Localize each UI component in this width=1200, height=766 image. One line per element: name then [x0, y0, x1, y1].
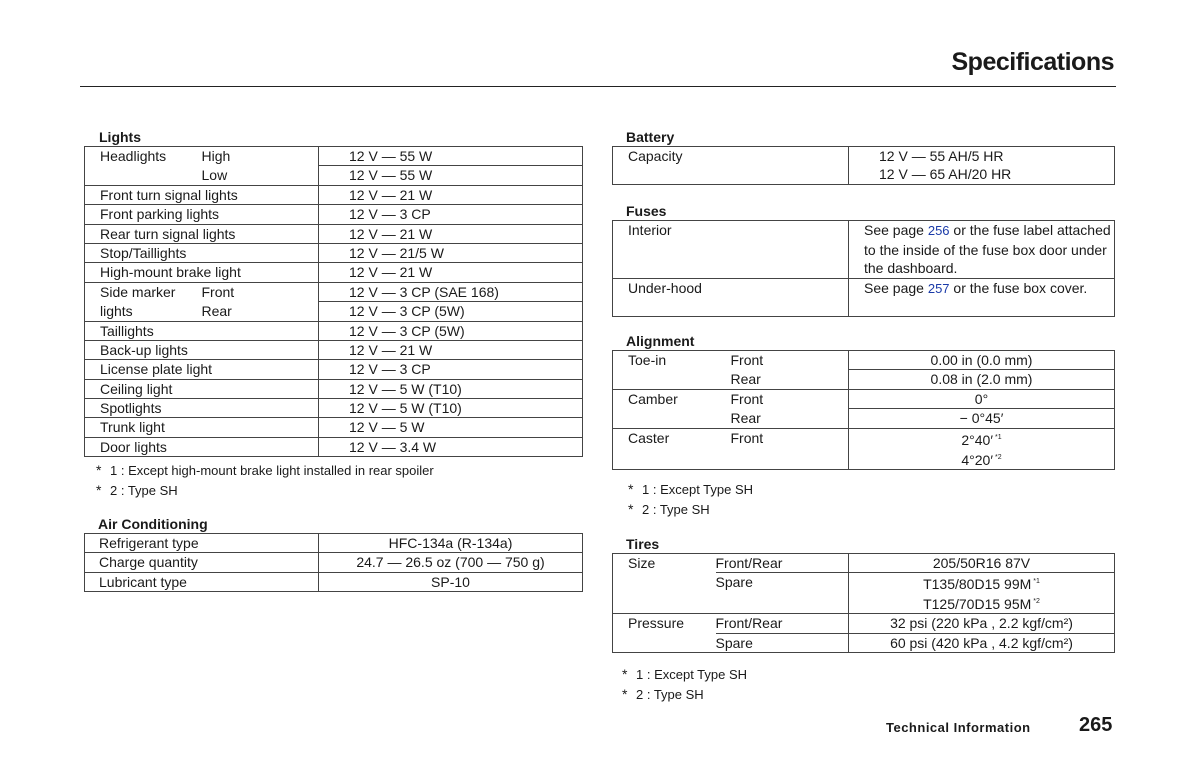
light-spec: 12 V — 5 W [319, 418, 583, 437]
footnote-marker: *2 [1033, 598, 1040, 606]
alignment-value-text: 4°20′ [961, 451, 993, 468]
battery-section [612, 128, 1115, 185]
light-position: Rear [202, 302, 319, 321]
light-spec: 12 V — 3 CP (SAE 168) [319, 282, 583, 301]
light-spec: 12 V — 55 W [319, 147, 583, 166]
tire-position: Front/Rear [716, 614, 849, 633]
tires-row [613, 614, 1115, 633]
light-position: Low [202, 166, 319, 185]
air-conditioning-row [85, 553, 583, 572]
alignment-position: Rear [731, 409, 849, 428]
battery-value-1: 12 V — 55 AH/5 HR [879, 148, 1004, 164]
tires-title: Tires [626, 536, 660, 552]
fuses-underhood-row [613, 278, 1115, 316]
alignment-value-text: 0.00 in (0.0 mm) [930, 352, 1033, 368]
light-name [85, 166, 202, 185]
tire-value-text: T135/80D15 99M [923, 576, 1032, 593]
alignment-note-2: * 2 : Type SH [628, 500, 710, 517]
alignment-row [613, 409, 1115, 428]
light-name [85, 147, 202, 166]
tire-value-text: 205/50R16 87V [932, 555, 1031, 571]
tires-row [613, 573, 1115, 594]
light-name [85, 302, 202, 321]
fuses-table [612, 220, 1115, 317]
light-spec: 12 V — 21 W [319, 263, 583, 282]
light-name: Front turn signal lights [85, 185, 319, 204]
light-spec: 12 V — 3 CP [319, 205, 583, 224]
tires-table [612, 553, 1115, 653]
alignment-position: Front [730, 390, 764, 407]
battery-value-2: 12 V — 65 AH/20 HR [879, 166, 1012, 182]
lights-row [85, 302, 583, 321]
tire-position: Spare [715, 574, 753, 591]
light-spec: 12 V — 21 W [319, 185, 583, 204]
lights-row [85, 321, 583, 340]
footnote-marker: *1 [1033, 578, 1040, 586]
lights-row [85, 166, 583, 185]
light-name-text: Side marker [100, 283, 176, 300]
light-spec: 12 V — 21/5 W [319, 243, 583, 262]
light-name: Taillights [85, 321, 319, 340]
light-name: License plate light [85, 360, 319, 379]
tires-row [613, 593, 1115, 614]
tires-note-1: * 1 : Except Type SH [622, 666, 748, 682]
fuses-interior-value: See page 256 or the fuse label attached to the inside of the fuse box door under the dashboard. [849, 221, 1115, 279]
ac-value: HFC-134a (R-134a) [319, 534, 583, 553]
tire-value-text: 60 psi (420 kPa , 4.2 kgf/cm²) [890, 634, 1073, 651]
alignment-value-text: − 0°45′ [959, 410, 1004, 427]
light-spec: 12 V — 5 W (T10) [319, 379, 583, 398]
alignment-value [849, 449, 1115, 470]
tire-value [849, 554, 1115, 573]
alignment-item [613, 409, 731, 428]
fuses-section [612, 202, 1115, 317]
lights-row [85, 243, 583, 262]
air-conditioning-section [84, 515, 583, 592]
tire-value [849, 593, 1115, 614]
tire-position: Spare [716, 633, 849, 652]
tire-item: Pressure [613, 614, 716, 633]
title-divider [80, 86, 1116, 87]
lights-title: Lights [99, 129, 141, 145]
battery-values [849, 147, 1115, 185]
fuses-underhood-value: See page 257 or the fuse box cover. [849, 278, 1115, 316]
alignment-item [613, 370, 731, 389]
lights-table [84, 146, 583, 457]
light-name: High-mount brake light [85, 263, 319, 282]
tires-row [613, 633, 1115, 652]
tires-row [613, 554, 1115, 573]
alignment-title: Alignment [626, 333, 695, 349]
light-position: High [202, 147, 319, 166]
ac-label: Charge quantity [85, 553, 319, 572]
fuses-underhood-page-link[interactable]: 257 [927, 280, 950, 296]
light-name: Trunk light [85, 418, 319, 437]
tire-value-text: 32 psi (220 kPa , 2.2 kgf/cm²) [890, 615, 1073, 632]
page-number: 265 [1079, 714, 1113, 736]
lights-note-2: * 2 : Type SH [96, 481, 178, 498]
alignment-value [849, 389, 1115, 408]
light-position: Front [201, 283, 235, 300]
light-spec: 12 V — 21 W [319, 340, 583, 359]
page-title: Specifications [951, 48, 1114, 76]
light-name: Spotlights [85, 399, 319, 418]
alignment-item: Camber [613, 389, 731, 408]
alignment-position: Front [730, 429, 764, 446]
light-name-text: Headlights [100, 148, 167, 164]
alignment-position [731, 449, 849, 470]
alignment-note-1: * 1 : Except Type SH [628, 481, 754, 497]
air-conditioning-row [85, 572, 583, 591]
tire-value [849, 633, 1115, 652]
lights-row [85, 263, 583, 282]
alignment-value-text: 0.08 in (2.0 mm) [930, 371, 1033, 388]
air-conditioning-row [85, 534, 583, 553]
alignment-value [849, 428, 1115, 449]
tire-item [613, 593, 716, 614]
battery-title: Battery [626, 129, 675, 145]
lights-row [85, 340, 583, 359]
light-name: Back-up lights [85, 340, 319, 359]
tire-item: Size [613, 554, 716, 573]
tire-item [613, 633, 716, 652]
light-spec: 12 V — 21 W [319, 224, 583, 243]
lights-section [84, 128, 583, 457]
lights-row [85, 147, 583, 166]
tire-item [613, 573, 716, 594]
light-name: Rear turn signal lights [85, 224, 319, 243]
alignment-row [613, 449, 1115, 470]
tire-position: Front/Rear [716, 554, 849, 573]
alignment-table [612, 350, 1115, 470]
footer-section-label: Technical Information [886, 720, 1031, 735]
light-spec: 12 V — 55 W [319, 166, 583, 185]
alignment-section [612, 332, 1115, 470]
alignment-row [613, 370, 1115, 389]
lights-row [85, 282, 583, 301]
fuses-interior-row [613, 221, 1115, 279]
light-spec: 12 V — 3 CP (5W) [319, 302, 583, 321]
ac-value: SP-10 [319, 572, 583, 591]
alignment-value-text: 0° [974, 390, 989, 407]
lights-row [85, 379, 583, 398]
lights-notes [96, 461, 434, 500]
tire-value [849, 573, 1115, 594]
ac-label: Lubricant type [85, 572, 319, 591]
lights-row [85, 224, 583, 243]
tires-section [612, 535, 1115, 653]
ac-label: Refrigerant type [85, 534, 319, 553]
alignment-notes [628, 480, 753, 519]
tire-value-text: T125/70D15 95M [923, 596, 1032, 613]
footnote-marker: *1 [994, 433, 1002, 441]
alignment-row [613, 428, 1115, 449]
lights-row [85, 437, 583, 456]
alignment-value-text: 2°40′ [961, 431, 993, 448]
alignment-position: Rear [731, 370, 849, 389]
tires-note-2: * 2 : Type SH [622, 685, 704, 702]
light-spec: 12 V — 5 W (T10) [319, 399, 583, 418]
alignment-value [849, 370, 1115, 389]
lights-row [85, 418, 583, 437]
footnote-marker: *2 [994, 453, 1002, 461]
light-spec: 12 V — 3 CP (5W) [319, 321, 583, 340]
alignment-row [613, 389, 1115, 408]
alignment-item: Caster [613, 428, 731, 449]
tire-position [716, 593, 849, 614]
battery-label: Capacity [613, 147, 849, 185]
battery-table [612, 146, 1115, 185]
alignment-value [849, 351, 1115, 370]
alignment-item [613, 449, 731, 470]
fuses-title: Fuses [626, 203, 667, 219]
light-spec: 12 V — 3 CP [319, 360, 583, 379]
lights-row [85, 185, 583, 204]
lights-row [85, 360, 583, 379]
lights-row [85, 205, 583, 224]
tires-notes [622, 665, 747, 704]
battery-row [613, 147, 1115, 185]
light-name: Front parking lights [85, 205, 319, 224]
light-name: Stop/Taillights [85, 243, 319, 262]
ac-value: 24.7 — 26.5 oz (700 — 750 g) [319, 553, 583, 572]
fuses-interior-page-link[interactable]: 256 [927, 223, 950, 238]
light-name: Ceiling light [85, 379, 319, 398]
fuses-underhood-label: Under-hood [613, 278, 849, 316]
alignment-row [613, 351, 1115, 370]
light-name: Door lights [85, 437, 319, 456]
alignment-item: Toe-in [613, 351, 731, 370]
lights-row [85, 399, 583, 418]
light-spec: 12 V — 3.4 W [319, 437, 583, 456]
alignment-position: Front [731, 351, 849, 370]
air-conditioning-title: Air Conditioning [98, 516, 208, 532]
air-conditioning-table [84, 533, 583, 592]
tire-value [849, 614, 1115, 633]
light-name [85, 282, 202, 301]
light-name-text: lights [100, 302, 133, 319]
lights-note-1: * 1 : Except high-mount brake light installed in rear spoiler [96, 462, 434, 478]
alignment-value [849, 409, 1115, 428]
fuses-interior-label: Interior [613, 221, 849, 279]
